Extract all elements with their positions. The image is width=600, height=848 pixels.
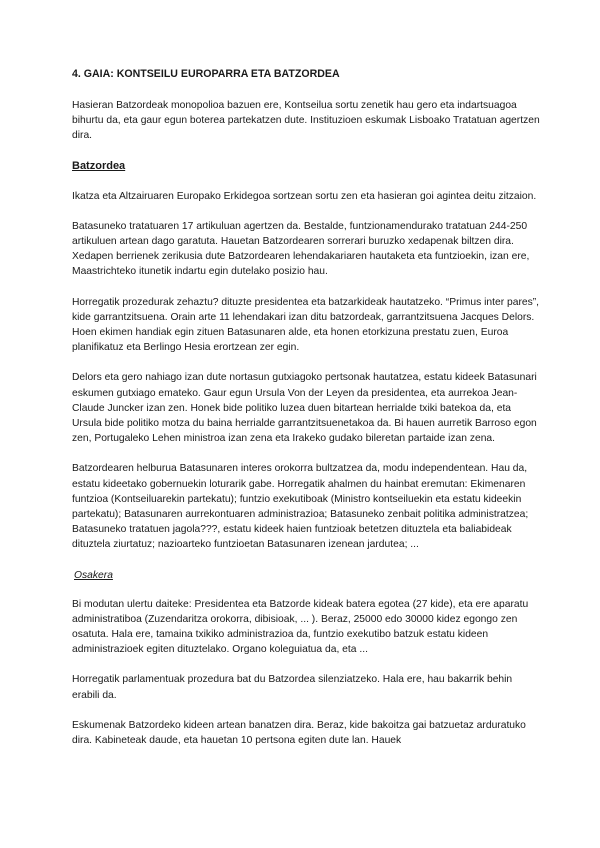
paragraph: Eskumenak Batzordeko kideen artean banatzen dira. Beraz, kide bakoitza gai batzuetaz arduratuko dira. Kabineteak daude, eta hauetan 10 pertsona egiten dute lan. Hauek: [72, 719, 526, 747]
document-title: 4. GAIA: KONTSEILU EUROPARRA ETA BATZORDEA: [72, 68, 340, 80]
paragraph: Delors eta gero nahiago izan dute nortasun gutxiagoko pertsonak hautatzea, estatu kideek Batasunari eskumen gutxiago emateko. Gaur egun Ursula Von der Leyen da presidentea, eta aurrekoa Jean-Claude Juncker izan zen. Honek bide politiko luzea duen bitartean herrialde txiki batekoa da, eta Ursula bide politiko motza du baina herrialde garrantzitsuenetakoa da. Bi hauen aurretik Barroso egon zen, Portugaleko Lehen ministroa izan zena eta Irakeko gudako bileretan partaide izan zena.: [72, 372, 537, 445]
paragraph: Ikatza eta Altzairuaren Europako Erkidegoa sortzean sortu zen eta hasieran goi agintea deitu zitzaion.: [72, 190, 537, 202]
subsection-heading-osakera: Osakera: [74, 569, 113, 581]
intro-paragraph: Hasieran Batzordeak monopolioa bazuen ere, Kontseilua sortu zenetik hau gero eta indartsuagoa bihurtu da, eta gaur egun boterea partekatzen dute. Instituzioen eskumak Lisboako Tratatuan agertzen dira.: [72, 100, 540, 142]
paragraph: Bi modutan ulertu daiteke: Presidentea eta Batzorde kideak batera egotea (27 kide), eta ere aparatu administratiboa (Zuzendaritza orokorra, dibisioak, ... ). Beraz, 25000 edo 30000 kidez egongo zen osatuta. Hala ere, tamaina txikiko administrazioa da, funtzio exekutibo batzuk estatu kideen administrazioek egiten dituztelako. Organo koleguiatua da, eta ...: [72, 598, 529, 656]
section-heading-batzordea: Batzordea: [72, 159, 126, 172]
paragraph: Horregatik parlamentuak prozedura bat du Batzordea silenziatzeko. Hala ere, hau bakarrik behin erabili da.: [72, 674, 513, 701]
paragraph: Batzordearen helburua Batasunaren interes orokorra bultzatzea da, modu independentean. Hau da, estatu kideetako gobernuekin loturarik gabe. Horregatik ahalmen du hainbat eremutan: Ekimenaren funtzioa (Kontseiluarekin partekatu); funtzio exekutiboak (Ministro kontseiluekin eta estatu kideekin partekatu); Batasunaren aurrekontuaren administrazioa; Batasuneko zenbait politika administratzea; Batasuneko tratatuen jagola???, estatu kideek haien funtzioak betetzen dituztela eta baliabideak dituztela ziurtatuz; nazioarteko funtzioetan Batasunaren izenean jardutea; ...: [72, 463, 529, 551]
paragraph: Batasuneko tratatuaren 17 artikuluan agertzen da. Bestalde, funtzionamendurako tratatuan 244-250 artikuluen artean dago garatuta. Hauetan Batzordearen sorrerari buruzko xedapenak biltzen dira. Xedapen berrienek zerikusia dute Batzordearen lehendakariaren hautaketa eta funtzioekin, izan ere, Maastrichteko itunetik indartu egin dutelako posizio hau.: [72, 220, 530, 278]
paragraph: Horregatik prozedurak zehaztu? dituzte presidentea eta batzarkideak hautatzeko. “Primus inter pares”, kide garrantzitsuena. Orain arte 11 lehendakari izan ditu batzordeak, garrantzitsuena Jacques Delors. Hoen ekimen handiak egin zituen Batasunaren alde, eta honen etorkizuna prestatu zuen, Euroa planifikatuz eta Berlingo Hesia erortzean zer egin.: [72, 296, 540, 354]
